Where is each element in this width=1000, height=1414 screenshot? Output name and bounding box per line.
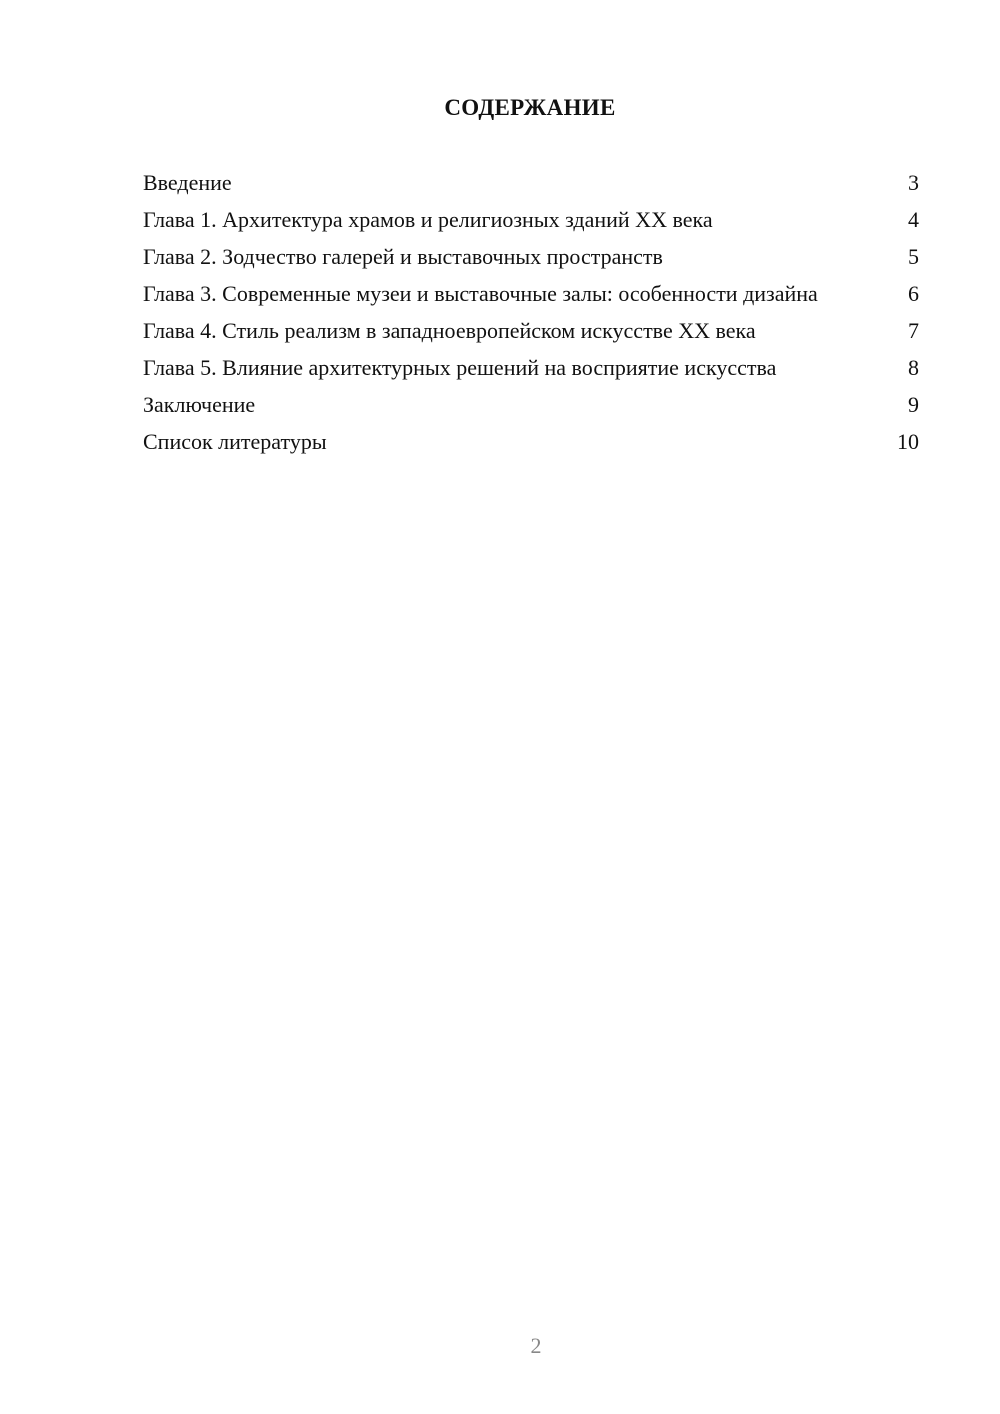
toc-entry-page: 8 <box>908 355 919 380</box>
toc-entry <box>143 170 919 196</box>
toc-entry-page: 9 <box>908 392 919 417</box>
toc-entry-page: 4 <box>908 207 919 232</box>
toc-entry-label: Глава 5. Влияние архитектурных решений на восприятие искусства <box>143 355 777 380</box>
table-of-contents <box>143 170 919 466</box>
toc-entry <box>143 318 919 344</box>
page-number: 2 <box>530 1333 542 1358</box>
toc-entry <box>143 244 919 270</box>
toc-entry-page: 5 <box>908 244 919 269</box>
toc-title: СОДЕРЖАНИЕ <box>444 95 616 120</box>
toc-entry <box>143 392 919 418</box>
toc-entry-label: Введение <box>143 170 232 195</box>
toc-entry-label: Заключение <box>143 392 256 417</box>
toc-entry <box>143 207 919 233</box>
toc-entry-label: Глава 4. Стиль реализм в западноевропейском искусстве XX века <box>143 318 756 343</box>
toc-entry <box>143 429 919 455</box>
toc-entry-page: 3 <box>908 170 919 195</box>
toc-entry-label: Глава 1. Архитектура храмов и религиозных зданий XX века <box>143 207 713 232</box>
toc-entry <box>143 355 919 381</box>
toc-entry-label: Глава 3. Современные музеи и выставочные залы: особенности дизайна <box>143 281 818 306</box>
toc-entry-page: 10 <box>897 429 919 454</box>
toc-entry <box>143 281 919 307</box>
toc-entry-page: 6 <box>908 281 919 306</box>
toc-entry-label: Глава 2. Зодчество галерей и выставочных пространств <box>143 244 663 269</box>
toc-entry-label: Список литературы <box>143 429 327 454</box>
toc-entry-page: 7 <box>908 318 919 343</box>
